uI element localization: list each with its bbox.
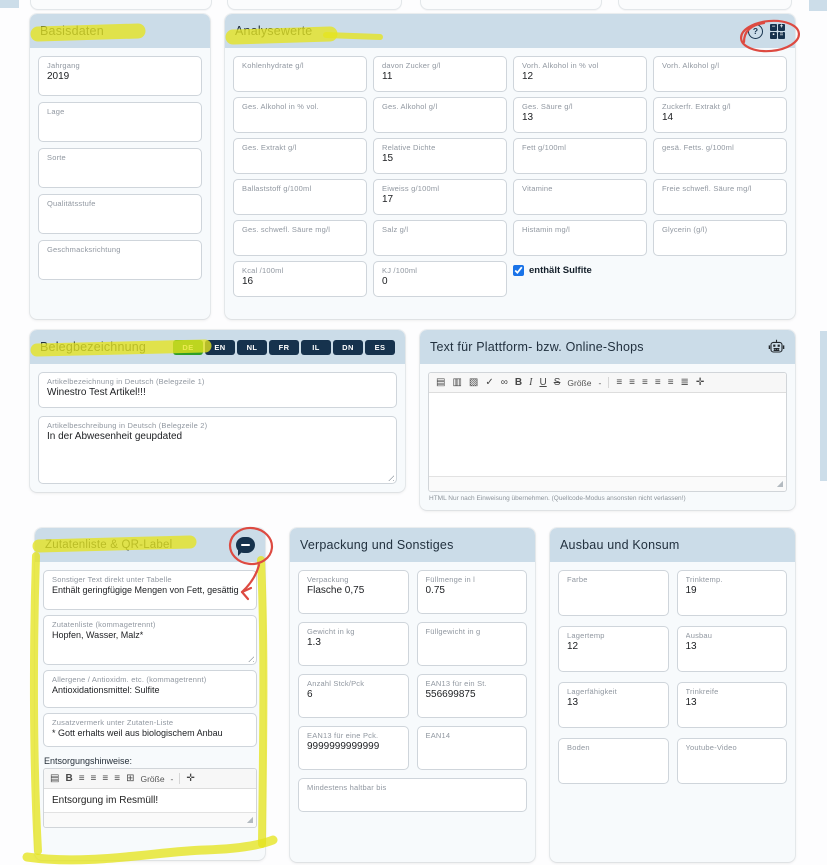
- editor-footer: [44, 812, 256, 827]
- field-label: Kohlenhydrate g/l: [242, 61, 304, 70]
- field-label: Trinkreife: [685, 687, 719, 696]
- numbered-list-icon[interactable]: ≡: [78, 773, 85, 784]
- strike-icon[interactable]: S: [553, 377, 561, 388]
- clipped-card-fragment: [227, 0, 402, 10]
- field-label: EAN13 für eine Pck.: [307, 731, 379, 740]
- section-ausbau: [550, 528, 795, 862]
- maximize-icon[interactable]: ✛: [186, 773, 195, 784]
- field-label: Vorh. Alkohol g/l: [662, 61, 720, 70]
- field[interactable]: [298, 726, 409, 770]
- field-label: Gewicht in kg: [307, 627, 355, 636]
- section-header: [225, 14, 795, 48]
- field[interactable]: [43, 615, 257, 665]
- clipped-card-fragment: [618, 0, 792, 10]
- field-value: Enthält geringfügige Mengen von Fett, gesättig: [52, 585, 239, 595]
- field-value: 11: [382, 71, 393, 82]
- paste-word-icon[interactable]: ▧: [468, 377, 479, 388]
- field-label: Sorte: [47, 153, 66, 162]
- language-tab-fr[interactable]: FR: [269, 340, 299, 355]
- field[interactable]: [417, 674, 528, 718]
- field-value: Antioxidationsmittel: Sulfite: [52, 685, 160, 695]
- field-label: Sonstiger Text direkt unter Tabelle: [52, 575, 172, 584]
- field-value: * Gott erhalts weil aus biologischem Anbau: [52, 728, 223, 738]
- field-label: Füllmenge in l: [425, 575, 475, 584]
- field-label: Vorh. Alkohol in % vol: [522, 61, 599, 70]
- field-label: Anzahl Stck/Pck: [307, 679, 365, 688]
- editor-content[interactable]: [429, 393, 786, 476]
- clipped-panel-edge: [820, 331, 827, 481]
- section-header: [550, 528, 795, 562]
- section-title: Basisdaten: [40, 24, 104, 38]
- field[interactable]: [373, 138, 507, 174]
- field[interactable]: [233, 56, 367, 92]
- field[interactable]: [513, 138, 647, 174]
- section-header: [30, 14, 210, 48]
- field-value: 6: [307, 689, 313, 700]
- bulleted-list-icon[interactable]: ≡: [629, 377, 635, 388]
- field[interactable]: [38, 56, 202, 96]
- field-label: Allergene / Antioxidm. etc. (kommagetrennt): [52, 675, 207, 684]
- section-title: Ausbau und Konsum: [560, 538, 680, 552]
- field[interactable]: [233, 261, 367, 297]
- field-label: Qualitätsstufe: [47, 199, 96, 208]
- field[interactable]: [38, 194, 202, 234]
- help-icon[interactable]: ?: [748, 24, 763, 39]
- field[interactable]: [373, 179, 507, 215]
- ausbau-fields: [550, 562, 795, 792]
- language-tab-es[interactable]: ES: [365, 340, 395, 355]
- field[interactable]: [417, 622, 528, 666]
- calc-grid-icon[interactable]: [770, 24, 785, 39]
- field-label: Youtube-Video: [685, 743, 737, 752]
- field[interactable]: [298, 622, 409, 666]
- section-verpackung: [290, 528, 535, 862]
- field-label: Verpackung: [307, 575, 349, 584]
- field[interactable]: [298, 674, 409, 718]
- field[interactable]: [38, 148, 202, 188]
- italic-icon[interactable]: I: [529, 377, 533, 388]
- analysewerte-fields: [225, 48, 795, 305]
- section-title: Belegbezeichnung: [40, 340, 147, 354]
- field-label: Füllgewicht in g: [425, 627, 481, 636]
- field-label: Zusatzvermerk unter Zutaten-Liste: [52, 718, 174, 727]
- calc-cell: =: [779, 31, 784, 38]
- align-center-icon[interactable]: ≡: [102, 773, 109, 784]
- source-icon[interactable]: ▤: [436, 377, 446, 388]
- field-label: Vitamine: [522, 184, 553, 193]
- field-value: 12: [567, 641, 579, 652]
- field[interactable]: [513, 220, 647, 256]
- editor-content[interactable]: Entsorgung im Resmüll!: [44, 789, 256, 812]
- field[interactable]: [298, 570, 409, 614]
- field-value: In der Abwesenheit geupdated: [47, 431, 183, 442]
- language-tab-de[interactable]: DE: [173, 340, 203, 355]
- field-label: Histamin mg/l: [522, 225, 571, 234]
- field-value: 1.3: [307, 637, 321, 648]
- editor-toolbar: [429, 373, 786, 393]
- align-left-icon[interactable]: ≡: [642, 377, 648, 388]
- align-right-icon[interactable]: ≡: [667, 377, 674, 388]
- clipped-card-fragment: [30, 0, 212, 10]
- section-plattform-text: [420, 330, 795, 510]
- field[interactable]: [653, 56, 787, 92]
- field[interactable]: [43, 713, 257, 747]
- field[interactable]: [38, 416, 397, 484]
- section-header: [30, 330, 405, 364]
- clipped-panel-edge: [0, 0, 19, 8]
- field[interactable]: [298, 778, 527, 812]
- basisdaten-fields: [30, 48, 210, 288]
- editor-resize-handle[interactable]: ◢: [776, 479, 783, 488]
- zutaten-fields: [35, 562, 265, 753]
- field[interactable]: [373, 56, 507, 92]
- field-label: Eiweiss g/100ml: [382, 184, 440, 193]
- field[interactable]: [373, 220, 507, 256]
- field-value: 556699875: [425, 689, 476, 700]
- language-tab-en[interactable]: EN: [205, 340, 235, 355]
- robot-icon[interactable]: [768, 339, 785, 355]
- language-tabs: [173, 340, 395, 355]
- field[interactable]: [653, 220, 787, 256]
- spellcheck-icon[interactable]: ✓: [485, 377, 494, 388]
- section-basisdaten: [30, 14, 210, 319]
- bold-icon[interactable]: B: [65, 773, 73, 784]
- field-value: Winestro Test Artikel!!!: [47, 387, 146, 398]
- field[interactable]: [417, 570, 528, 614]
- section-zutatenliste: [35, 528, 265, 860]
- field[interactable]: [513, 56, 647, 92]
- richtext-editor: [428, 372, 787, 492]
- field-label: Lagertemp: [567, 631, 605, 640]
- maximize-icon[interactable]: ✛: [695, 377, 705, 388]
- verpackung-fields: [290, 562, 535, 820]
- field-label: Salz g/l: [382, 225, 409, 234]
- field-value: 12: [522, 71, 534, 82]
- field-value: 19: [685, 585, 697, 596]
- field-value: 15: [382, 153, 394, 164]
- section-belegbezeichnung: [30, 330, 405, 492]
- field-label: Ges. Alkohol in % vol.: [242, 102, 319, 111]
- field-label: Farbe: [567, 575, 588, 584]
- calc-cell: ▪: [770, 32, 777, 39]
- align-left-icon[interactable]: ≡: [90, 773, 97, 784]
- field[interactable]: [513, 179, 647, 215]
- field[interactable]: [373, 261, 507, 297]
- clipped-panel-edge: [809, 0, 827, 11]
- field-value: 13: [567, 697, 579, 708]
- field-label: Jahrgang: [47, 61, 80, 70]
- section-analysewerte: [225, 14, 795, 319]
- field-value: 14: [662, 112, 674, 123]
- editor-footnote: HTML Nur nach Einweisung übernehmen. (Quellcode-Modus ansonsten nicht verlassen!): [429, 495, 686, 502]
- field-label: Lage: [47, 107, 65, 116]
- field[interactable]: [677, 570, 788, 616]
- numbered-list-icon[interactable]: ≡: [616, 377, 623, 388]
- field-label: Artikelbezeichnung in Deutsch (Belegzeile 1): [47, 377, 205, 386]
- toolbar-separator: [608, 377, 609, 388]
- calc-cell: +: [779, 23, 784, 30]
- field[interactable]: [38, 102, 202, 142]
- field[interactable]: [38, 372, 397, 408]
- field[interactable]: [653, 138, 787, 174]
- field-value: 2019: [47, 71, 70, 82]
- align-center-icon[interactable]: ≡: [654, 377, 661, 388]
- field-value: 9999999999999: [307, 741, 380, 752]
- field[interactable]: [233, 97, 367, 133]
- field-label: Zutatenliste (kommagetrennt): [52, 620, 156, 629]
- field-label: Zuckerfr. Extrakt g/l: [662, 102, 731, 111]
- field[interactable]: [233, 220, 367, 256]
- field-label: Ges. Alkohol g/l: [382, 102, 438, 111]
- field-value: 13: [522, 112, 534, 123]
- field-label: KJ /100ml: [382, 266, 418, 275]
- field-label: Freie schwefl. Säure mg/l: [662, 184, 752, 193]
- paste-icon[interactable]: ▥: [452, 377, 462, 388]
- sulfite-label: enthält Sulfite: [529, 265, 592, 276]
- field-value: 16: [242, 276, 254, 287]
- sulfite-checkbox[interactable]: [513, 265, 524, 276]
- section-title: Text für Plattform- bzw. Online-Shops: [430, 340, 644, 354]
- editor-toolbar: [44, 769, 256, 789]
- field[interactable]: [558, 626, 669, 672]
- justify-icon[interactable]: ≣: [680, 377, 689, 388]
- editor-footer: [429, 476, 786, 491]
- entsorgung-editor: [43, 768, 257, 828]
- toolbar-dropdown[interactable]: -: [170, 773, 174, 784]
- language-tab-il[interactable]: IL: [301, 340, 331, 355]
- field-value: 13: [685, 697, 697, 708]
- section-title: Verpackung und Sonstiges: [300, 538, 454, 552]
- section-title: Zutatenliste & QR-Label: [45, 539, 173, 551]
- calc-cell: −: [771, 23, 776, 30]
- field[interactable]: [233, 179, 367, 215]
- toolbar-dropdown[interactable]: Größe: [140, 773, 165, 784]
- beleg-fields: [30, 364, 405, 492]
- field-label: Trinktemp.: [685, 575, 723, 584]
- field[interactable]: [43, 670, 257, 708]
- language-tab-nl[interactable]: NL: [237, 340, 267, 355]
- field[interactable]: [373, 97, 507, 133]
- table-icon[interactable]: ⊞: [126, 773, 135, 784]
- entsorgung-label: Entsorgungshinweise:: [44, 756, 133, 766]
- field-label: Fett g/100ml: [522, 143, 567, 152]
- field[interactable]: [677, 626, 788, 672]
- field[interactable]: [558, 570, 669, 616]
- field[interactable]: [558, 682, 669, 728]
- field-label: EAN14: [425, 731, 451, 740]
- field-label: gesä. Fetts. g/100ml: [662, 143, 734, 152]
- field-label: Glycerin (g/l): [662, 225, 708, 234]
- field-value: 0.75: [425, 585, 445, 596]
- field-value: 0: [382, 276, 388, 287]
- section-header: [35, 528, 265, 562]
- link-icon[interactable]: ∞: [500, 377, 508, 388]
- underline-icon[interactable]: U: [539, 377, 547, 388]
- toolbar-dropdown[interactable]: -: [598, 377, 602, 388]
- bold-icon[interactable]: B: [514, 377, 523, 388]
- field-label: Ausbau: [685, 631, 713, 640]
- field-label: Ges. Extrakt g/l: [242, 143, 297, 152]
- field[interactable]: [513, 97, 647, 133]
- align-right-icon[interactable]: ≡: [114, 773, 121, 784]
- field-label: Geschmacksrichtung: [47, 245, 121, 254]
- section-title: Analysewerte: [235, 24, 313, 38]
- section-header: [290, 528, 535, 562]
- language-tab-dn[interactable]: DN: [333, 340, 363, 355]
- field-label: Ges. Säure g/l: [522, 102, 573, 111]
- sulfite-row: [513, 261, 787, 297]
- field[interactable]: [653, 97, 787, 133]
- toolbar-dropdown[interactable]: Größe: [567, 377, 592, 388]
- field[interactable]: [558, 738, 669, 784]
- field-label: Kcal /100ml: [242, 266, 284, 275]
- source-icon[interactable]: ▤: [50, 773, 60, 784]
- editor-resize-handle[interactable]: ◢: [246, 815, 253, 824]
- field[interactable]: [677, 682, 788, 728]
- field-label: Artikelbeschreibung in Deutsch (Belegzeile 2): [47, 421, 208, 430]
- field-label: Lagerfähigkeit: [567, 687, 617, 696]
- field[interactable]: [233, 138, 367, 174]
- field-label: EAN13 für ein St.: [425, 679, 487, 688]
- field-value: 13: [685, 641, 697, 652]
- field-label: Ballaststoff g/100ml: [242, 184, 312, 193]
- toolbar-separator: [179, 773, 180, 784]
- field-value: Flasche 0,75: [307, 585, 365, 596]
- field[interactable]: [43, 570, 257, 610]
- field-label: Ges. schwefl. Säure mg/l: [242, 225, 331, 234]
- comment-bubble-icon[interactable]: [236, 537, 255, 553]
- field-label: Mindestens haltbar bis: [307, 783, 387, 792]
- field[interactable]: [38, 240, 202, 280]
- section-header: [420, 330, 795, 364]
- field-label: Relative Dichte: [382, 143, 436, 152]
- field[interactable]: [653, 179, 787, 215]
- field-label: davon Zucker g/l: [382, 61, 441, 70]
- field-label: Boden: [567, 743, 590, 752]
- field-value: Hopfen, Wasser, Malz*: [52, 630, 144, 640]
- field[interactable]: [677, 738, 788, 784]
- clipped-card-fragment: [420, 0, 602, 10]
- field[interactable]: [417, 726, 528, 770]
- field-value: 17: [382, 194, 394, 205]
